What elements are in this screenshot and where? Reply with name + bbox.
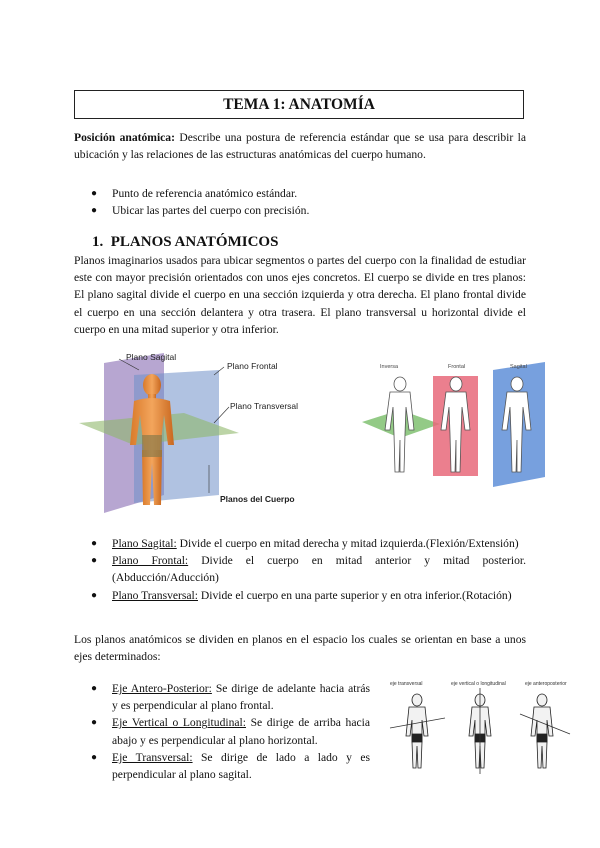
label-inversa: Inversa: [380, 364, 399, 370]
bullet-icon: ●: [91, 188, 98, 199]
label-eje-anteroposterior: eje anteroposterior: [525, 681, 567, 687]
intro-text: Describe una postura de referencia estándar que se usa para describir la ubicación y las relaciones de las estructuras anatómicas del cuerpo humano.: [74, 131, 526, 162]
intro-bullet-list: [74, 185, 526, 219]
list-item: [74, 202, 526, 219]
list-item-text: Divide el cuerpo en una parte superior y en otra inferior.(Rotación): [198, 588, 512, 602]
label-plano-frontal: Plano Frontal: [227, 361, 278, 371]
bullet-icon: ●: [91, 555, 98, 567]
list-item: [74, 714, 370, 748]
list-item-text: Se dirige de lado a lado y es perpendicular al plano sagital.: [112, 750, 371, 782]
bullet-icon: ●: [91, 683, 98, 694]
label-frontal: Frontal: [448, 364, 466, 370]
section-paragraph: Planos imaginarios usados para ubicar segmentos o partes del cuerpo con la finalidad de estudiar este con mayor precisión orientados con unos ejes concretos. El cuerpo se divide en tres planos: El plano sagital divide el cuerpo en una sección izquierda y otra derecha. El plano frontal divide el cuerpo en una sección delantera y otra trasera. El plano transversal u horizontal divide el cuerpo en una mitad superior y otra inferior.: [74, 254, 526, 336]
axes-bullet-list: [74, 680, 370, 783]
list-item-term: Eje Transversal:: [112, 750, 193, 764]
label-plano-sagital: Plano Sagital: [126, 352, 177, 362]
section-heading: [92, 234, 278, 251]
list-item-term: Plano Transversal:: [112, 588, 198, 602]
bullet-icon: ●: [91, 751, 98, 763]
label-eje-vertical: eje vertical o longitudinal: [451, 681, 506, 687]
section-heading-text: PLANOS ANATÓMICOS: [110, 234, 279, 250]
planes-bullet-list: [74, 535, 526, 604]
list-item-text: Ubicar las partes del cuerpo con precisión.: [112, 204, 310, 218]
label-eje-transversal: eje transversal: [390, 681, 423, 687]
list-item: [74, 535, 526, 552]
section-number: 1.: [92, 234, 104, 250]
list-item-term: Plano Frontal:: [112, 554, 189, 568]
list-item-term: Eje Vertical o Longitudinal:: [112, 716, 246, 730]
body-planes-figure: [64, 345, 324, 515]
list-item-term: Plano Sagital:: [112, 537, 177, 550]
list-item-text: Punto de referencia anatómico estándar.: [112, 187, 298, 200]
bullet-icon: ●: [91, 717, 98, 729]
label-sagital: Sagital: [510, 364, 527, 370]
list-item: [74, 185, 526, 202]
list-item-text: Divide el cuerpo en mitad anterior y mitad posterior.(Abducción/Aducción): [112, 554, 526, 585]
colored-planes-figure: [360, 352, 550, 492]
list-item: [74, 552, 526, 586]
list-item-term: Eje Antero-Posterior:: [112, 682, 212, 695]
list-item-text: Divide el cuerpo en mitad derecha y mitad izquierda.(Flexión/Extensión): [176, 537, 519, 550]
page-title: TEMA 1: ANATOMÍA: [74, 90, 524, 119]
bullet-icon: ●: [91, 589, 98, 601]
list-item: [74, 680, 370, 714]
list-item-text: Se dirige de adelante hacia atrás y es perpendicular al plano frontal.: [112, 682, 370, 713]
intro-term: Posición anatómica:: [74, 131, 175, 144]
list-item: [74, 587, 526, 604]
figure-caption: Planos del Cuerpo: [220, 494, 295, 504]
intro-paragraph: [74, 129, 526, 163]
label-plano-transversal: Plano Transversal: [230, 401, 299, 411]
list-item-text: Se dirige de arriba hacia abajo y es perpendicular al plano horizontal.: [112, 716, 370, 747]
bullet-icon: ●: [91, 205, 98, 217]
list-item: [74, 749, 370, 783]
bullet-icon: ●: [91, 538, 98, 549]
body-axes-figure: [385, 676, 575, 776]
axes-intro-paragraph: Los planos anatómicos se dividen en planos en el espacio los cuales se orientan en base a unos ejes determinados:: [74, 633, 526, 664]
